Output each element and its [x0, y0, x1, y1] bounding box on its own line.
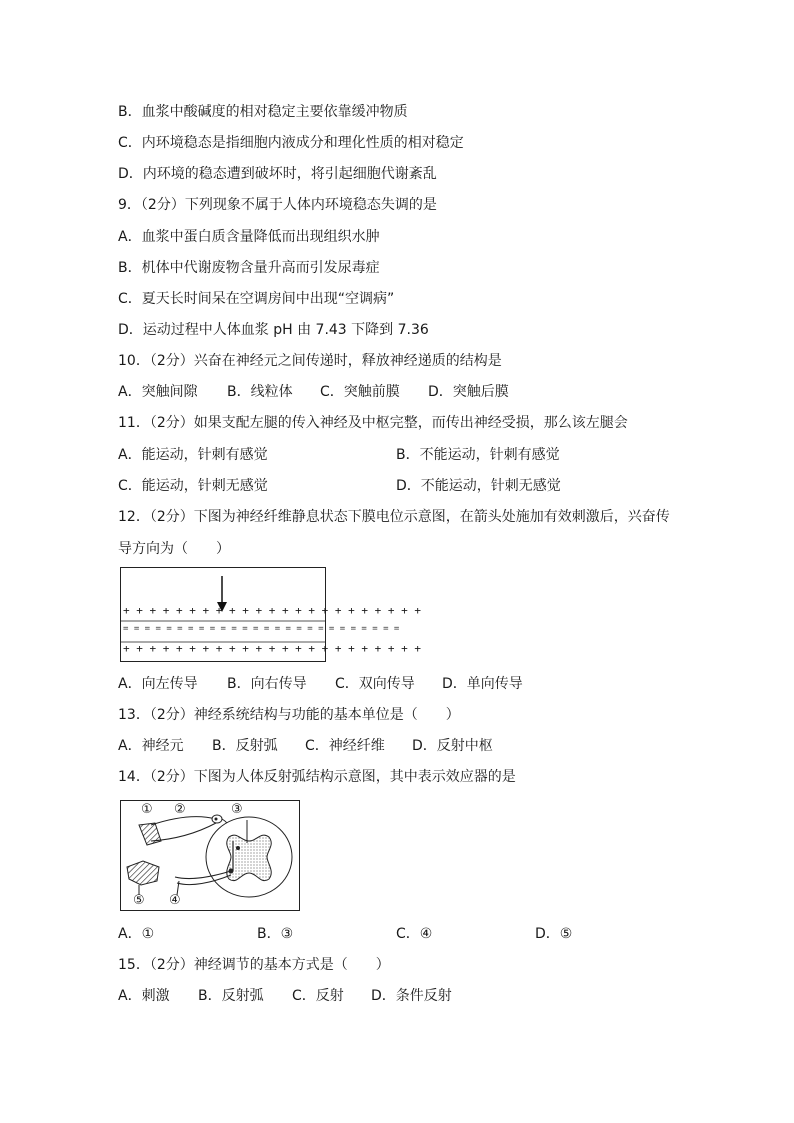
q10-stem: 10．（2分）兴奋在神经元之间传递时，释放神经递质的结构是	[118, 353, 502, 369]
q11-option-d: D．不能运动，针刺无感觉	[396, 478, 561, 494]
q8-option-b: B．血浆中酸碱度的相对稳定主要依靠缓冲物质	[118, 104, 408, 120]
nerve-fiber-figure	[120, 567, 422, 662]
q15-option-a: A．刺激	[118, 988, 170, 1004]
q9-option-a: A．血浆中蛋白质含量降低而出现组织水肿	[118, 229, 380, 245]
q14-option-d: D．⑤	[535, 926, 573, 942]
q14-option-b: B．③	[257, 926, 294, 942]
q13-stem: 13．（2分）神经系统结构与功能的基本单位是（ ）	[118, 707, 460, 723]
reflex-label-5: ⑤	[133, 893, 145, 908]
effector-shape	[127, 861, 159, 885]
reflex-label-3: ③	[231, 802, 243, 817]
q9-option-c: C．夏天长时间呆在空调房间中出现“空调病”	[118, 291, 395, 307]
q10-option-a: A．突触间隙	[118, 384, 198, 400]
q15-stem: 15．（2分）神经调节的基本方式是（ ）	[118, 957, 390, 973]
q8-option-d: D．内环境的稳态遭到破坏时，将引起细胞代谢紊乱	[118, 166, 437, 182]
q12-option-b: B．向右传导	[227, 676, 307, 692]
q12-option-a: A．向左传导	[118, 676, 198, 692]
reflex-label-4: ④	[169, 893, 181, 908]
receptor-shape	[139, 823, 161, 845]
q15-option-d: D．条件反射	[371, 988, 452, 1004]
q15-option-b: B．反射弧	[198, 988, 264, 1004]
q13-option-c: C．神经纤维	[305, 738, 385, 754]
q13-option-b: B．反射弧	[212, 738, 278, 754]
reflex-arc-figure	[120, 800, 300, 911]
reflex-label-2: ②	[174, 802, 186, 817]
q14-option-a: A．①	[118, 926, 155, 942]
q14-stem: 14．（2分）下图为人体反射弧结构示意图，其中表示效应器的是	[118, 769, 516, 785]
q13-option-a: A．神经元	[118, 738, 184, 754]
membrane-plus-bottom: + + + + + + + + + + + + + + + + + + + + + + +	[123, 642, 422, 655]
q12-stem-line1: 12．（2分）下图为神经纤维静息状态下膜电位示意图，在箭头处施加有效刺激后，兴奋传	[118, 509, 670, 525]
q11-option-c: C．能运动，针刺无感觉	[118, 478, 268, 494]
reflex-label-1: ①	[141, 802, 153, 817]
q10-option-b: B．线粒体	[227, 384, 293, 400]
q12-option-c: C．双向传导	[335, 676, 415, 692]
reflex-arc-diagram	[121, 801, 299, 910]
membrane-minus-row: = = = = = = = = = = = = = = = = = = = = = = = = = =	[123, 624, 400, 634]
q9-option-b: B．机体中代谢废物含量升高而引发尿毒症	[118, 260, 380, 276]
q8-option-c: C．内环境稳态是指细胞内液成分和理化性质的相对稳定	[118, 135, 464, 151]
q10-option-d: D．突触后膜	[428, 384, 509, 400]
q9-stem: 9．（2分）下列现象不属于人体内环境稳态失调的是	[118, 197, 437, 213]
q9-option-d: D．运动过程中人体血浆 pH 由 7.43 下降到 7.36	[118, 322, 429, 338]
q12-option-d: D．单向传导	[442, 676, 523, 692]
q11-stem: 11．（2分）如果支配左腿的传入神经及中枢完整，而传出神经受损，那么该左腿会	[118, 415, 628, 431]
q15-option-c: C．反射	[292, 988, 344, 1004]
q14-option-c: C．④	[396, 926, 433, 942]
q11-option-a: A．能运动，针刺有感觉	[118, 447, 268, 463]
afferent-nerve-line-2	[151, 823, 216, 841]
q10-option-c: C．突触前膜	[320, 384, 400, 400]
q13-option-d: D．反射中枢	[412, 738, 493, 754]
q11-option-b: B．不能运动，针刺有感觉	[396, 447, 560, 463]
q12-stem-line2: 导方向为（ ）	[118, 541, 230, 557]
afferent-nerve-line	[151, 817, 216, 825]
membrane-plus-top: + + + + + + + + + + + + + + + + + + + + + + +	[123, 604, 422, 617]
